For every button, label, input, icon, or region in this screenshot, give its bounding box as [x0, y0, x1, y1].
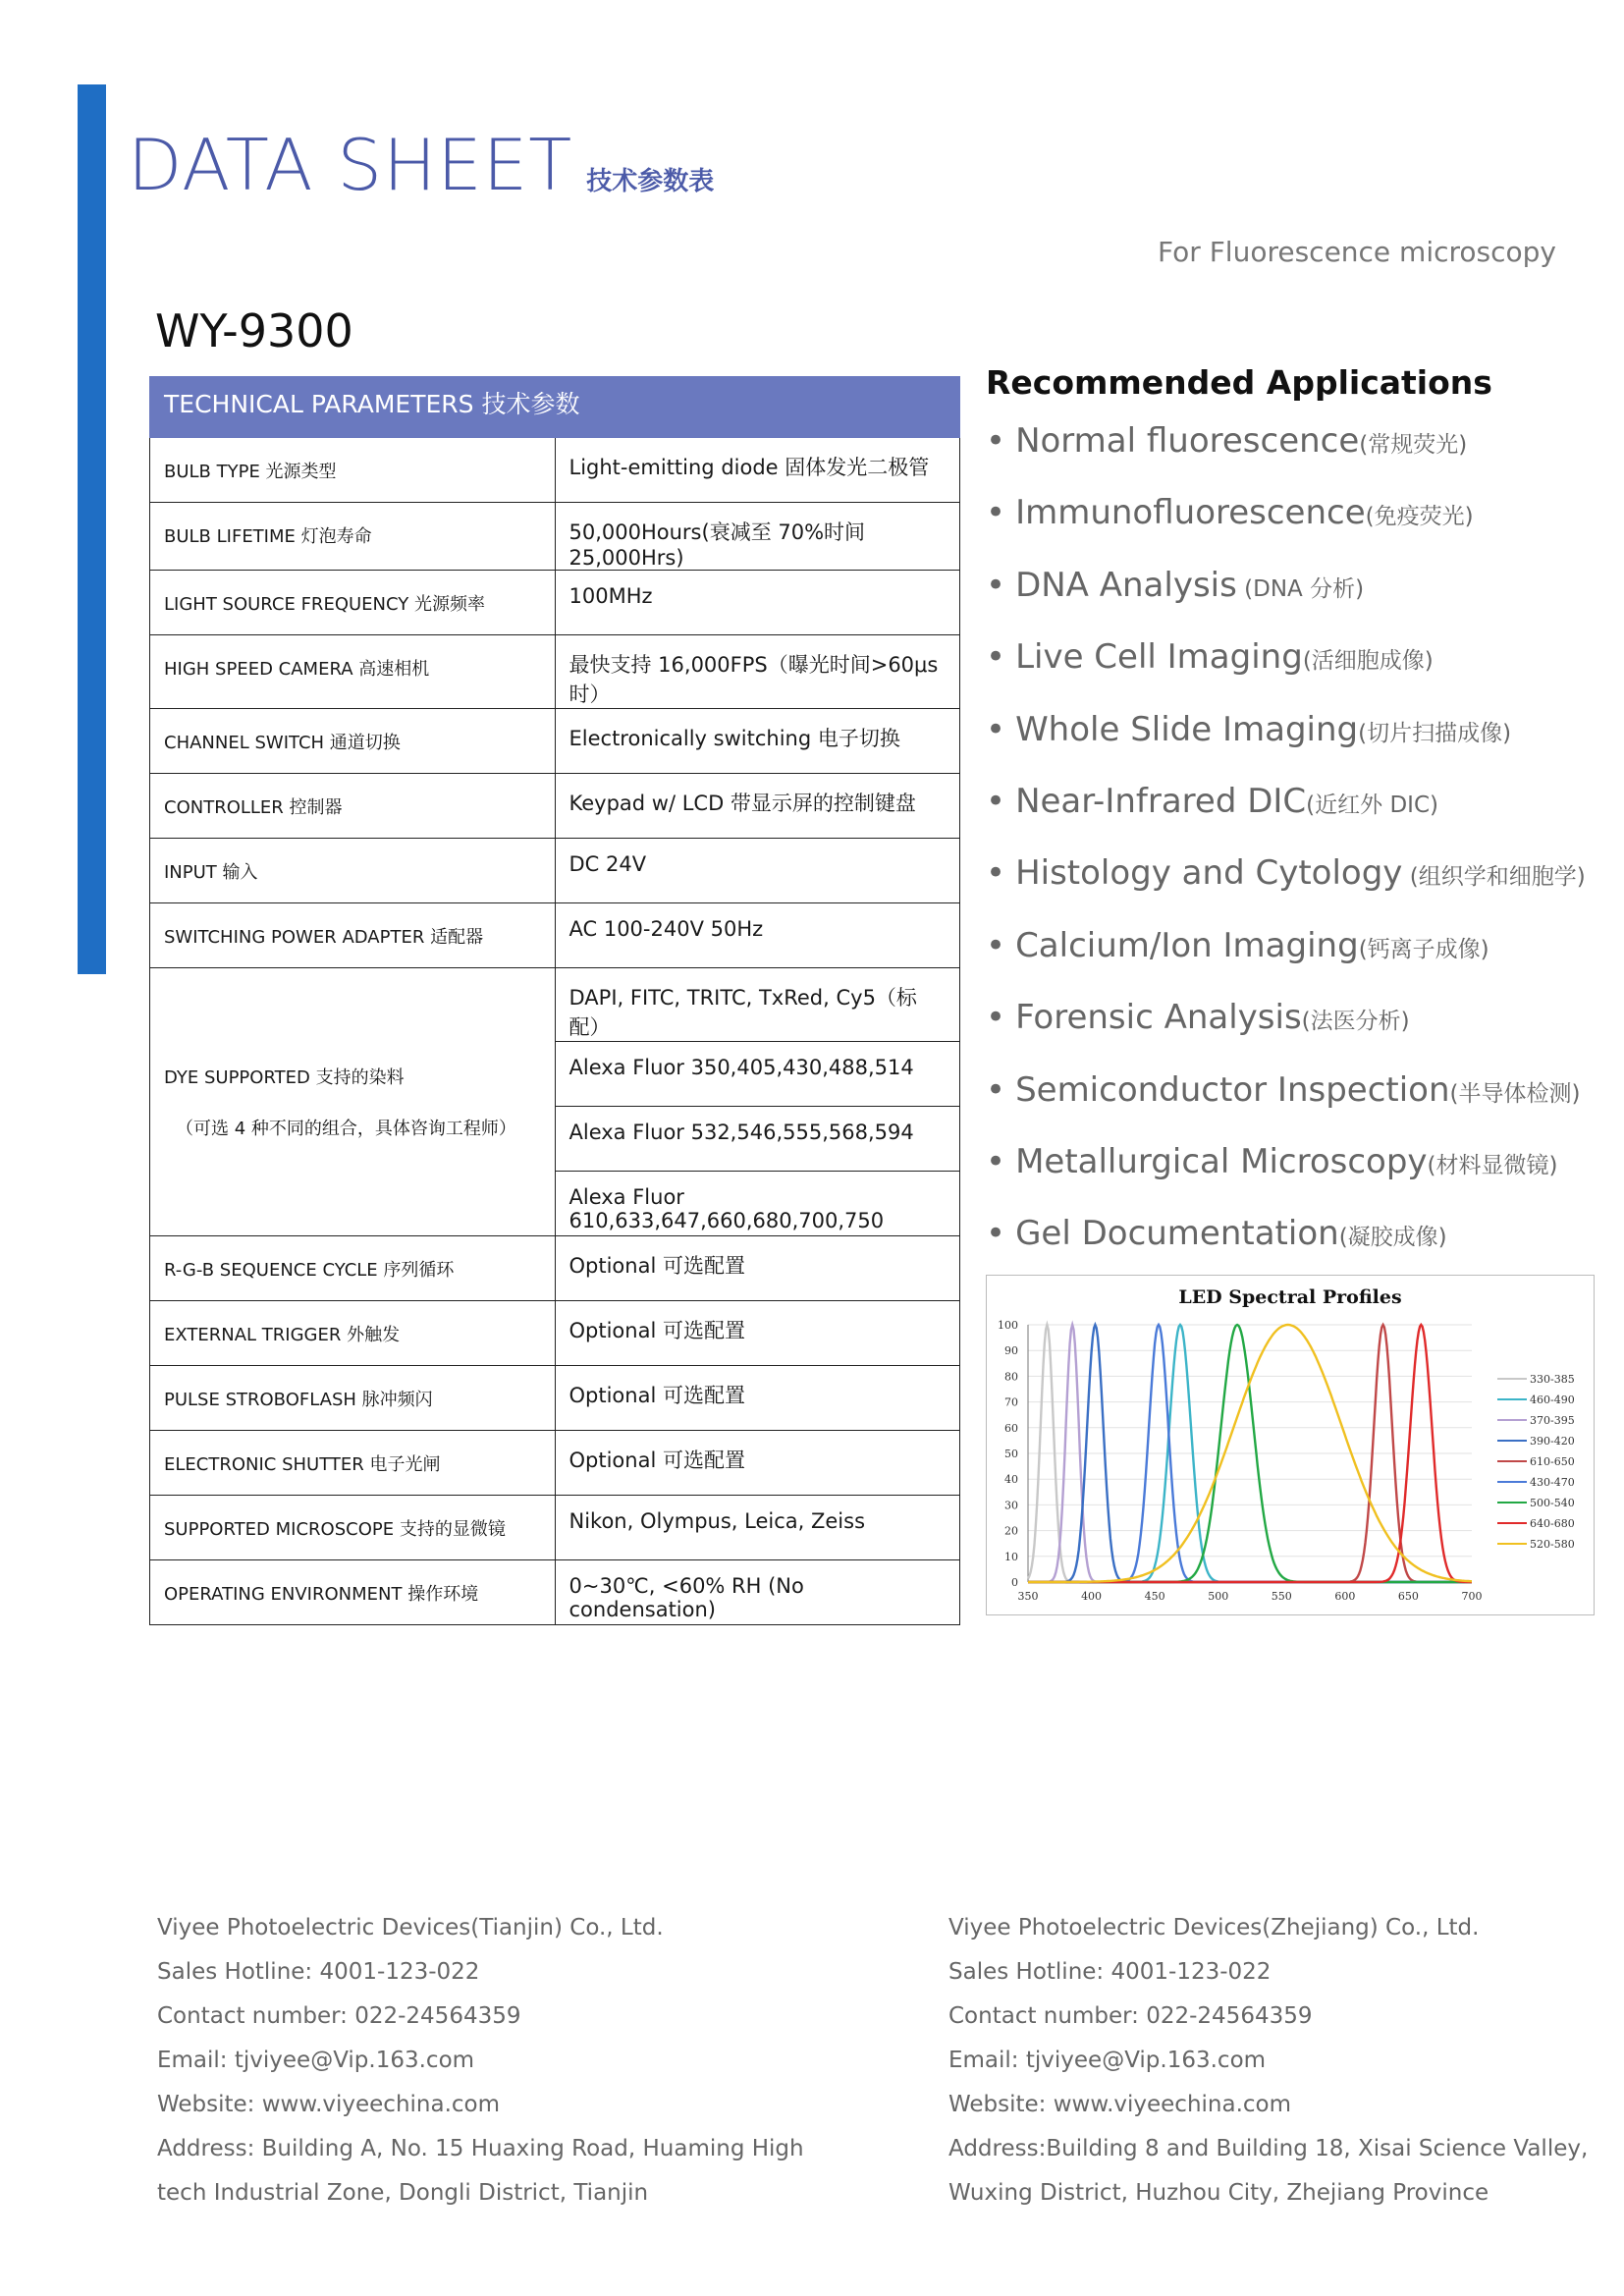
- param-label: SUPPORTED MICROSCOPE 支持的显微镜: [150, 1496, 556, 1560]
- application-item: [986, 926, 1595, 998]
- application-name: Metallurgical Microscopy: [1015, 1141, 1428, 1181]
- email: Email: tjviyee@Vip.163.com: [948, 2048, 1267, 2073]
- dye-value: Alexa Fluor 350,405,430,488,514: [555, 1042, 960, 1107]
- param-value: 0~30℃, <60% RH (No condensation): [555, 1560, 960, 1625]
- legend-label: 330-385: [1530, 1373, 1575, 1386]
- application-name: Near-Infrared DIC: [1015, 781, 1307, 821]
- application-name: Live Cell Imaging: [1015, 637, 1303, 678]
- table-row: [150, 503, 960, 571]
- contact-number: Contact number: 022-24564359: [157, 2003, 521, 2029]
- dye-label: DYE SUPPORTED 支持的染料: [164, 1067, 405, 1088]
- application-name-cn: (近红外 DIC): [1306, 792, 1438, 818]
- param-label: PULSE STROBOFLASH 脉冲频闪: [150, 1366, 556, 1431]
- dye-value: Alexa Fluor 610,633,647,660,680,700,750: [555, 1172, 960, 1236]
- address-line-1: Address:Building 8 and Building 18, Xisai Science Valley,: [948, 2136, 1589, 2161]
- param-value: Nikon, Olympus, Leica, Zeiss: [555, 1496, 960, 1560]
- param-label: HIGH SPEED CAMERA 高速相机: [150, 635, 556, 709]
- application-name: Whole Slide Imaging: [1015, 709, 1359, 749]
- x-tick-label: 600: [1334, 1590, 1356, 1603]
- legend-label: 460-490: [1530, 1394, 1575, 1406]
- application-item: [986, 853, 1595, 925]
- bullet-icon: •: [986, 781, 1006, 821]
- y-tick-label: 40: [1004, 1473, 1018, 1487]
- param-value: Optional 可选配置: [555, 1366, 960, 1431]
- application-item: [986, 1142, 1595, 1214]
- applications-section: [986, 363, 1595, 1286]
- param-label: LIGHT SOURCE FREQUENCY 光源频率: [150, 571, 556, 635]
- application-item: [986, 637, 1595, 709]
- param-label: EXTERNAL TRIGGER 外触发: [150, 1301, 556, 1366]
- website: Website: www.viyeechina.com: [948, 2092, 1292, 2117]
- param-label: R-G-B SEQUENCE CYCLE 序列循环: [150, 1236, 556, 1301]
- y-tick-label: 100: [998, 1319, 1018, 1332]
- address-line-2: Wuxing District, Huzhou City, Zhejiang Province: [948, 2180, 1489, 2206]
- legend-label: 610-650: [1530, 1455, 1575, 1468]
- x-tick-label: 450: [1144, 1590, 1165, 1603]
- bullet-icon: •: [986, 637, 1006, 678]
- application-item: [986, 566, 1595, 637]
- table-row: [150, 1560, 960, 1625]
- param-label: OPERATING ENVIRONMENT 操作环境: [150, 1560, 556, 1625]
- x-tick-label: 350: [1017, 1590, 1039, 1603]
- footer-tianjin: [157, 1915, 804, 2224]
- spectral-chart: [986, 1275, 1595, 1615]
- param-label: CONTROLLER 控制器: [150, 774, 556, 839]
- website: Website: www.viyeechina.com: [157, 2092, 501, 2117]
- x-tick-label: 650: [1397, 1590, 1419, 1603]
- chart-title: LED Spectral Profiles: [1178, 1286, 1402, 1308]
- table-row: [150, 1496, 960, 1560]
- table-row: [150, 774, 960, 839]
- legend-label: 500-540: [1530, 1497, 1575, 1509]
- footer-zhejiang: [948, 1915, 1588, 2224]
- param-value: Keypad w/ LCD 带显示屏的控制键盘: [555, 774, 960, 839]
- legend-label: 390-420: [1530, 1435, 1575, 1448]
- address-line-2: tech Industrial Zone, Dongli District, Tianjin: [157, 2180, 649, 2206]
- legend-label: 640-680: [1530, 1517, 1575, 1530]
- application-item: [986, 493, 1595, 565]
- bullet-icon: •: [986, 709, 1006, 749]
- table-row: [150, 839, 960, 903]
- application-name: Calcium/Ion Imaging: [1015, 925, 1359, 965]
- x-tick-label: 550: [1271, 1590, 1292, 1603]
- accent-bar: [78, 84, 106, 974]
- dye-value: Alexa Fluor 532,546,555,568,594: [555, 1107, 960, 1172]
- tagline: For Fluorescence microscopy: [1158, 236, 1556, 268]
- param-value: Light-emitting diode 固体发光二极管: [555, 438, 960, 503]
- table-row: [150, 1301, 960, 1366]
- dye-value: DAPI, FITC, TRITC, TxRed, Cy5（标配）: [555, 968, 960, 1042]
- y-tick-label: 10: [1004, 1550, 1018, 1563]
- table-row: [150, 709, 960, 774]
- table-row: [150, 635, 960, 709]
- page-title: DATA SHEET: [128, 124, 573, 206]
- legend-label: 370-395: [1530, 1414, 1575, 1427]
- y-tick-label: 80: [1004, 1370, 1018, 1384]
- param-value: AC 100-240V 50Hz: [555, 903, 960, 968]
- company-name: Viyee Photoelectric Devices(Tianjin) Co., Ltd.: [157, 1915, 664, 1941]
- sales-hotline: Sales Hotline: 4001-123-022: [157, 1959, 480, 1985]
- bullet-icon: •: [986, 925, 1006, 965]
- address-line-1: Address: Building A, No. 15 Huaxing Road, Huaming High: [157, 2136, 804, 2161]
- page-header: [128, 124, 714, 206]
- bullet-icon: •: [986, 493, 1006, 533]
- page-title-cn: 技术参数表: [586, 167, 715, 196]
- table-row: [150, 968, 960, 1042]
- y-tick-label: 70: [1004, 1395, 1018, 1409]
- param-label: ELECTRONIC SHUTTER 电子光闸: [150, 1431, 556, 1496]
- y-tick-label: 30: [1004, 1499, 1018, 1512]
- bullet-icon: •: [986, 421, 1006, 461]
- bullet-icon: •: [986, 565, 1006, 605]
- table-row: [150, 1431, 960, 1496]
- application-name-cn: (组织学和细胞学): [1402, 864, 1586, 891]
- y-tick-label: 50: [1004, 1448, 1018, 1460]
- x-tick-label: 500: [1208, 1590, 1229, 1603]
- parameters-table: [149, 376, 960, 1625]
- application-name: Semiconductor Inspection: [1015, 1069, 1450, 1110]
- dye-label-cell: [150, 968, 556, 1236]
- legend-label: 430-470: [1530, 1476, 1575, 1489]
- x-tick-label: 400: [1081, 1590, 1103, 1603]
- x-tick-label: 700: [1461, 1590, 1483, 1603]
- application-name-cn: (法医分析): [1301, 1009, 1410, 1035]
- bullet-icon: •: [986, 1141, 1006, 1181]
- applications-title: Recommended Applications: [986, 363, 1492, 402]
- application-name: Histology and Cytology: [1015, 853, 1403, 894]
- param-value: DC 24V: [555, 839, 960, 903]
- application-item: [986, 421, 1595, 493]
- table-row: [150, 1366, 960, 1431]
- param-value: Electronically switching 电子切换: [555, 709, 960, 774]
- param-label: INPUT 输入: [150, 839, 556, 903]
- y-tick-label: 20: [1004, 1524, 1018, 1538]
- application-item: [986, 1070, 1595, 1142]
- param-value: Optional 可选配置: [555, 1236, 960, 1301]
- application-name-cn: (凝胶成像): [1338, 1225, 1447, 1251]
- application-name-cn: (半导体检测): [1449, 1080, 1581, 1107]
- application-item: [986, 710, 1595, 782]
- y-tick-label: 0: [1011, 1576, 1018, 1589]
- application-name-cn: (DNA 分析): [1236, 575, 1365, 602]
- application-name: Immunofluorescence: [1015, 493, 1366, 533]
- table-row: [150, 571, 960, 635]
- application-item: [986, 998, 1595, 1069]
- company-name: Viyee Photoelectric Devices(Zhejiang) Co., Ltd.: [948, 1915, 1480, 1941]
- param-value: 100MHz: [555, 571, 960, 635]
- table-row: [150, 1236, 960, 1301]
- application-name-cn: (活细胞成像): [1302, 648, 1434, 675]
- contact-number: Contact number: 022-24564359: [948, 2003, 1313, 2029]
- table-row: [150, 438, 960, 503]
- application-name-cn: (免疫荧光): [1365, 504, 1474, 530]
- application-name: Normal fluorescence: [1015, 421, 1360, 461]
- param-value: 50,000Hours(衰减至 70%时间 25,000Hrs): [555, 503, 960, 571]
- table-row: [150, 903, 960, 968]
- y-tick-label: 60: [1004, 1421, 1018, 1435]
- application-name-cn: (钙离子成像): [1358, 936, 1489, 962]
- table-header: TECHNICAL PARAMETERS 技术参数: [150, 377, 960, 438]
- dye-note: （可选 4 种不同的组合，具体咨询工程师）: [176, 1119, 516, 1139]
- param-label: BULB LIFETIME 灯泡寿命: [150, 503, 556, 571]
- application-name: Gel Documentation: [1015, 1214, 1339, 1254]
- bullet-icon: •: [986, 1069, 1006, 1110]
- application-name-cn: (常规荧光): [1359, 432, 1468, 458]
- param-value: Optional 可选配置: [555, 1301, 960, 1366]
- param-value: 最快支持 16,000FPS（曝光时间>60μs 时）: [555, 635, 960, 709]
- table-header-row: [150, 377, 960, 438]
- bullet-icon: •: [986, 1214, 1006, 1254]
- y-tick-label: 90: [1004, 1344, 1018, 1358]
- application-name: Forensic Analysis: [1015, 998, 1302, 1038]
- application-name-cn: (切片扫描成像): [1358, 720, 1512, 746]
- param-label: SWITCHING POWER ADAPTER 适配器: [150, 903, 556, 968]
- email: Email: tjviyee@Vip.163.com: [157, 2048, 475, 2073]
- param-value: Optional 可选配置: [555, 1431, 960, 1496]
- param-label: CHANNEL SWITCH 通道切换: [150, 709, 556, 774]
- model-name: WY-9300: [155, 304, 353, 357]
- sales-hotline: Sales Hotline: 4001-123-022: [948, 1959, 1272, 1985]
- param-label: BULB TYPE 光源类型: [150, 438, 556, 503]
- application-name: DNA Analysis: [1015, 565, 1237, 605]
- bullet-icon: •: [986, 853, 1006, 894]
- application-item: [986, 782, 1595, 853]
- bullet-icon: •: [986, 998, 1006, 1038]
- legend-label: 520-580: [1530, 1538, 1575, 1551]
- application-name-cn: (材料显微镜): [1427, 1152, 1558, 1178]
- spectral-chart-svg: [987, 1276, 1594, 1614]
